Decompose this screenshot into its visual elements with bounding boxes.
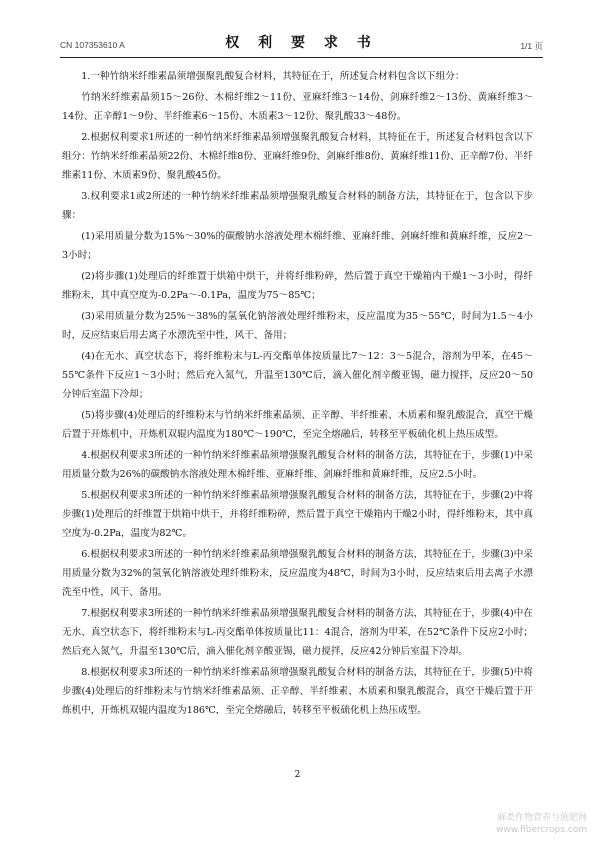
claim-paragraph: 8.根据权利要求3所述的一种竹纳米纤维素晶须增强聚乳酸复合材料的制备方法，其特征在于，步骤(5)中将步骤(4)处理后的纤维粉末与竹纳米纤维素晶须、正辛醇、半纤维素、木质素和聚乳酸混合，真空干燥后置于开炼机中，开炼机双辊内温度为186℃，至完全熔融后，转移至平板硫化机上热压成型。	[62, 667, 533, 716]
header-divider	[60, 57, 543, 58]
claim-paragraph: 5.根据权利要求3所述的一种竹纳米纤维素晶须增强聚乳酸复合材料的制备方法，其特征在于，步骤(2)中将步骤(1)处理后的纤维置于烘箱中烘干，并将纤维粉碎，然后置于真空干燥箱内干燥2小时，得纤维粉末，其中真空度为-0.2Pa，温度为82℃。	[62, 490, 533, 539]
claim-paragraph: 竹纳米纤维素晶须15～26份、木棉纤维2～11份、亚麻纤维3～14份、剑麻纤维2～13份、黄麻纤维3～14份、正辛醇1～9份、半纤维素6～15份、木质素3～12份、聚乳酸33～48份。	[62, 92, 533, 122]
claim-paragraph: 6.根据权利要求3所述的一种竹纳米纤维素晶须增强聚乳酸复合材料的制备方法，其特征在于，步骤(3)中采用质量分数为32%的氢氧化钠溶液处理纤维粉末，反应温度为48℃，时间为3小时，反应结束后用去离子水漂洗至中性，风干、备用。	[62, 549, 533, 598]
claim-step: (4)在无水、真空状态下，将纤维粉末与L-丙交酯单体按质量比7～12：3～5混合，溶剂为甲苯，在45～55℃条件下反应1～3小时；然后充入氮气，升温至130℃后，滴入催化剂辛酸亚锡，磁力搅拌，反应20～50分钟后室温下冷却；	[62, 351, 533, 400]
claim-paragraph: 2.根据权利要求1所述的一种竹纳米纤维素晶须增强聚乳酸复合材料，其特征在于，所述复合材料包含以下组分：竹纳米纤维素晶须22份、木棉纤维8份、亚麻纤维9份、剑麻纤维8份、黄麻纤维11份、正辛醇7份、半纤维素11份、木质素9份、聚乳酸45份。	[62, 132, 533, 181]
page-indicator: 1/1 页	[520, 41, 543, 51]
document-title: 权 利 要 求 书	[225, 35, 378, 51]
claims-body	[62, 67, 533, 722]
claim-step: (3)采用质量分数为25%～38%的氢氧化钠溶液处理纤维粉末，反应温度为35～55℃，时间为1.5～4小时，反应结束后用去离子水漂洗至中性，风干、备用；	[62, 311, 533, 341]
watermark-line-1: 麻类作物营养与施肥网	[496, 813, 587, 823]
page-header	[60, 30, 543, 56]
claim-paragraph: 3.权利要求1或2所述的一种竹纳米纤维素晶须增强聚乳酸复合材料的制备方法，其特征在于，包含以下步骤：	[62, 191, 533, 221]
watermark-line-2: www.fibercrops.com	[496, 825, 587, 835]
document-number: CN 107353610 A	[60, 40, 125, 50]
claim-step: (1)采用质量分数为15%～30%的碳酸钠水溶液处理木棉纤维、亚麻纤维、剑麻纤维和黄麻纤维，反应2～3小时；	[62, 231, 533, 261]
claim-step: (5)将步骤(4)处理后的纤维粉末与竹纳米纤维素晶须、正辛醇、半纤维素、木质素和聚乳酸混合，真空干燥后置于开炼机中，开炼机双辊内温度为180℃～190℃，至完全熔融后，转移至平板硫化机上热压成型。	[62, 410, 533, 440]
claim-step: (2)将步骤(1)处理后的纤维置于烘箱中烘干，并将纤维粉碎，然后置于真空干燥箱内干燥1～3小时，得纤维粉末，其中真空度为-0.2Pa～-0.1Pa，温度为75～85℃；	[62, 271, 533, 301]
claim-paragraph: 7.根据权利要求3所述的一种竹纳米纤维素晶须增强聚乳酸复合材料的制备方法，其特征在于，步骤(4)中在无水、真空状态下，将纤维粉末与L-丙交酯单体按质量比11：4混合，溶剂为甲苯，在52℃条件下反应2小时；然后充入氮气，升温至130℃后，滴入催化剂辛酸亚锡，磁力搅拌，反应42分钟后室温下冷却。	[62, 608, 533, 657]
watermark	[496, 812, 587, 836]
page-number: 2	[294, 770, 301, 780]
claim-paragraph: 4.根据权利要求3所述的一种竹纳米纤维素晶须增强聚乳酸复合材料的制备方法，其特征在于，步骤(1)中采用质量分数为26%的碳酸钠水溶液处理木棉纤维、亚麻纤维、剑麻纤维和黄麻纤维，反应2.5小时。	[62, 450, 533, 480]
claim-paragraph: 1.一种竹纳米纤维素晶须增强聚乳酸复合材料，其特征在于，所述复合材料包含以下组分：	[81, 71, 465, 82]
